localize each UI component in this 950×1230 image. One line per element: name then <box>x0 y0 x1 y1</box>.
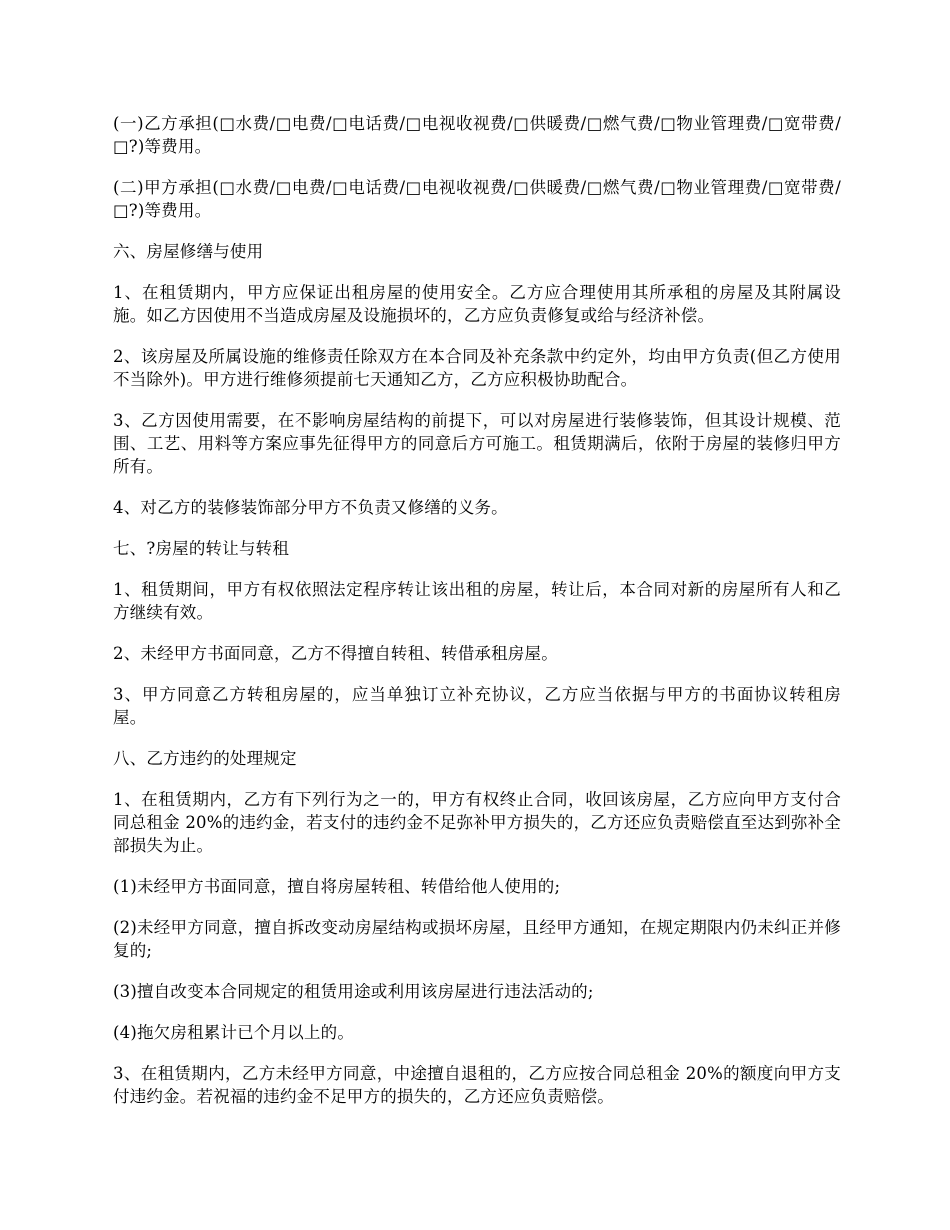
section-heading: 八、乙方违约的处理规定 <box>113 749 297 768</box>
clause-paragraph: 4、对乙方的装修装饰部分甲方不负责又修缮的义务。 <box>113 498 508 517</box>
clause-paragraph: (二)甲方承担(□水费/□电费/□电话费/□电视收视费/□供暖费/□燃气费/□物业管理费/□宽带费/□?)等费用。 <box>113 178 841 220</box>
clause-paragraph: 2、该房屋及所属设施的维修责任除双方在本合同及补充条款中约定外，均由甲方负责(但乙方使用不当除外)。甲方进行维修须提前七天通知乙方，乙方应积极协助配合。 <box>113 347 841 389</box>
document-body <box>113 112 841 1126</box>
clause-paragraph: 3、乙方因使用需要，在不影响房屋结构的前提下，可以对房屋进行装修装饰，但其设计规模、范围、工艺、用料等方案应事先征得甲方的同意后方可施工。租赁期满后，依附于房屋的装修归甲方所有。 <box>113 411 841 476</box>
clause-paragraph: 2、未经甲方书面同意，乙方不得擅自转租、转借承租房屋。 <box>113 644 558 663</box>
section-heading: 七、?房屋的转让与转租 <box>113 539 290 558</box>
list-item: (4)拖欠房租累计已个月以上的。 <box>113 1023 355 1042</box>
clause-paragraph: (一)乙方承担(□水费/□电费/□电话费/□电视收视费/□供暖费/□燃气费/□物业管理费/□宽带费/□?)等费用。 <box>113 114 841 156</box>
list-item: (2)未经甲方同意，擅自拆改变动房屋结构或损坏房屋，且经甲方通知，在规定期限内仍未纠正并修复的; <box>113 918 841 960</box>
list-item: (3)擅自改变本合同规定的租赁用途或利用该房屋进行违法活动的; <box>113 982 594 1001</box>
clause-paragraph: 1、在租赁期内，甲方应保证出租房屋的使用安全。乙方应合理使用其所承租的房屋及其附属设施。如乙方因使用不当造成房屋及设施损坏的，乙方应负责修复或给与经济补偿。 <box>113 283 841 325</box>
clause-paragraph: 3、甲方同意乙方转租房屋的，应当单独订立补充协议，乙方应当依据与甲方的书面协议转租房屋。 <box>113 685 841 727</box>
list-item: (1)未经甲方书面同意，擅自将房屋转租、转借给他人使用的; <box>113 877 561 896</box>
clause-paragraph: 1、租赁期间，甲方有权依照法定程序转让该出租的房屋，转让后，本合同对新的房屋所有人和乙方继续有效。 <box>113 580 841 622</box>
clause-paragraph: 3、在租赁期内，乙方未经甲方同意，中途擅自退租的，乙方应按合同总租金 20%的额度向甲方支付违约金。若祝福的违约金不足甲方的损失的，乙方还应负责赔偿。 <box>113 1064 841 1106</box>
clause-paragraph: 1、在租赁期内，乙方有下列行为之一的，甲方有权终止合同，收回该房屋，乙方应向甲方支付合同总租金 20%的违约金，若支付的违约金不足弥补甲方损失的，乙方还应负责赔偿直至达到弥补全部损失为止。 <box>113 790 841 855</box>
section-heading: 六、房屋修缮与使用 <box>113 242 264 261</box>
